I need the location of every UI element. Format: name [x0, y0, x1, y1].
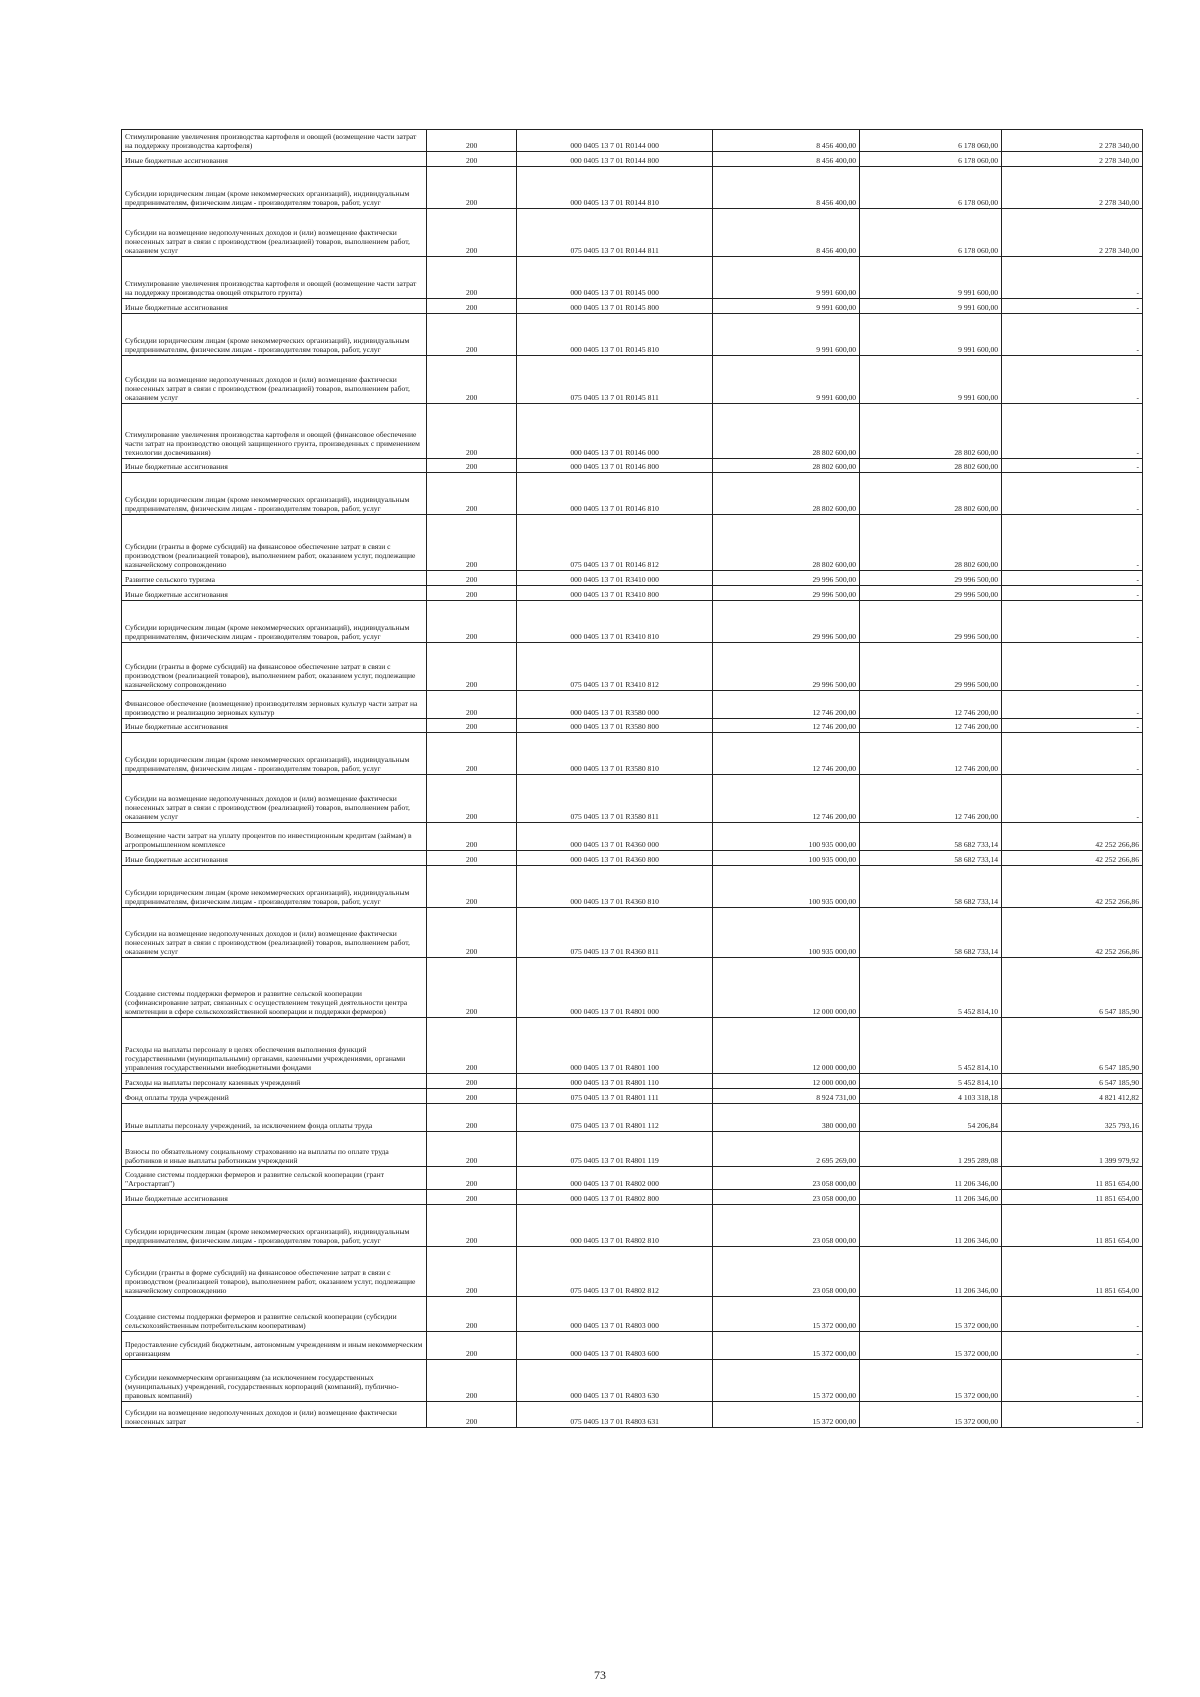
row-name: Создание системы поддержки фермеров и развитие сельской кооперации (софинансирование затрат, связанных с осуществлением текущей деятельности центра компетенции в сфере сельскохозяйственной кооперации и поддержки фермеров) [122, 958, 427, 1018]
row-remainder-amount: 6 547 185,90 [1002, 1018, 1143, 1074]
row-code: 200 [426, 719, 516, 733]
row-name: Субсидии на возмещение недополученных доходов и (или) возмещение фактически понесенных затрат в связи с производством (реализацией) товаров, выполнением работ, оказанием услуг [122, 775, 427, 823]
row-classifier: 000 0405 13 7 01 R3580 800 [517, 719, 713, 733]
row-code: 200 [426, 314, 516, 356]
row-code: 200 [426, 1167, 516, 1190]
row-classifier: 000 0405 13 7 01 R4360 810 [517, 866, 713, 908]
row-plan-amount: 8 924 731,00 [712, 1089, 859, 1104]
row-executed-amount: 15 372 000,00 [860, 1332, 1002, 1360]
row-executed-amount: 12 746 200,00 [860, 719, 1002, 733]
row-classifier: 075 0405 13 7 01 R4801 111 [517, 1089, 713, 1104]
row-classifier: 000 0405 13 7 01 R4802 810 [517, 1205, 713, 1247]
row-plan-amount: 12 000 000,00 [712, 1018, 859, 1074]
row-code: 200 [426, 209, 516, 257]
row-classifier: 000 0405 13 7 01 R0145 000 [517, 257, 713, 299]
row-name: Расходы на выплаты персоналу в целях обеспечения выполнения функций государственными (муниципальными) органами, казенными учреждениями, органами управления государственными внебюджетными фондами [122, 1018, 427, 1074]
row-executed-amount: 58 682 733,14 [860, 866, 1002, 908]
row-executed-amount: 11 206 346,00 [860, 1205, 1002, 1247]
table-row [122, 515, 1143, 571]
row-classifier: 075 0405 13 7 01 R4802 812 [517, 1247, 713, 1297]
row-code: 200 [426, 167, 516, 209]
table-row [122, 866, 1143, 908]
row-remainder-amount: - [1002, 356, 1143, 404]
row-code: 200 [426, 851, 516, 866]
row-code: 200 [426, 1104, 516, 1132]
row-code: 200 [426, 1297, 516, 1332]
table-row [122, 908, 1143, 958]
row-remainder-amount: - [1002, 1297, 1143, 1332]
row-name: Субсидии юридическим лицам (кроме некоммерческих организаций), индивидуальным предпринимателям, физическим лицам - производителям товаров, работ, услуг [122, 473, 427, 515]
row-executed-amount: 5 452 814,10 [860, 1018, 1002, 1074]
row-executed-amount: 58 682 733,14 [860, 823, 1002, 851]
table-row [122, 167, 1143, 209]
row-name: Взносы по обязательному социальному страхованию на выплаты по оплате труда работников и иные выплаты работникам учреждений [122, 1132, 427, 1167]
row-remainder-amount: 42 252 266,86 [1002, 908, 1143, 958]
row-plan-amount: 28 802 600,00 [712, 515, 859, 571]
row-plan-amount: 100 935 000,00 [712, 908, 859, 958]
row-remainder-amount: - [1002, 719, 1143, 733]
row-classifier: 000 0405 13 7 01 R4802 800 [517, 1190, 713, 1205]
table-row [122, 299, 1143, 314]
row-plan-amount: 8 456 400,00 [712, 209, 859, 257]
row-remainder-amount: 2 278 340,00 [1002, 167, 1143, 209]
row-plan-amount: 100 935 000,00 [712, 851, 859, 866]
row-executed-amount: 6 178 060,00 [860, 209, 1002, 257]
row-code: 200 [426, 1018, 516, 1074]
table-row [122, 1190, 1143, 1205]
table-row [122, 1247, 1143, 1297]
row-remainder-amount: 11 851 654,00 [1002, 1167, 1143, 1190]
row-name: Расходы на выплаты персоналу казенных учреждений [122, 1074, 427, 1089]
row-classifier: 000 0405 13 7 01 R3410 800 [517, 586, 713, 601]
row-code: 200 [426, 356, 516, 404]
table-row [122, 130, 1143, 152]
row-executed-amount: 5 452 814,10 [860, 1074, 1002, 1089]
row-plan-amount: 29 996 500,00 [712, 643, 859, 691]
row-code: 200 [426, 1332, 516, 1360]
row-code: 200 [426, 866, 516, 908]
row-remainder-amount: 42 252 266,86 [1002, 851, 1143, 866]
row-remainder-amount: 6 547 185,90 [1002, 1074, 1143, 1089]
table-row [122, 733, 1143, 775]
row-code: 200 [426, 775, 516, 823]
row-name: Субсидии (гранты в форме субсидий) на финансовое обеспечение затрат в связи с производством (реализацией товаров), выполнением работ, оказанием услуг, подлежащие казначейскому сопровождению [122, 1247, 427, 1297]
row-executed-amount: 29 996 500,00 [860, 643, 1002, 691]
row-classifier: 000 0405 13 7 01 R4801 100 [517, 1018, 713, 1074]
row-plan-amount: 15 372 000,00 [712, 1332, 859, 1360]
table-row [122, 1167, 1143, 1190]
table-row [122, 851, 1143, 866]
row-name: Субсидии юридическим лицам (кроме некоммерческих организаций), индивидуальным предпринимателям, физическим лицам - производителям товаров, работ, услуг [122, 733, 427, 775]
row-remainder-amount: 6 547 185,90 [1002, 958, 1143, 1018]
row-remainder-amount: 11 851 654,00 [1002, 1205, 1143, 1247]
row-name: Создание системы поддержки фермеров и развитие сельской кооперации (грант "Агростартап") [122, 1167, 427, 1190]
row-remainder-amount: 325 793,16 [1002, 1104, 1143, 1132]
row-classifier: 000 0405 13 7 01 R3410 000 [517, 571, 713, 586]
row-plan-amount: 9 991 600,00 [712, 356, 859, 404]
table-row [122, 1332, 1143, 1360]
row-classifier: 000 0405 13 7 01 R0144 000 [517, 130, 713, 152]
table-row [122, 601, 1143, 643]
row-remainder-amount: - [1002, 733, 1143, 775]
row-remainder-amount: 1 399 979,92 [1002, 1132, 1143, 1167]
row-executed-amount: 58 682 733,14 [860, 851, 1002, 866]
row-classifier: 000 0405 13 7 01 R4803 630 [517, 1360, 713, 1402]
row-classifier: 000 0405 13 7 01 R4360 000 [517, 823, 713, 851]
table-row [122, 152, 1143, 167]
row-name: Иные бюджетные ассигнования [122, 152, 427, 167]
row-remainder-amount: - [1002, 404, 1143, 459]
row-executed-amount: 29 996 500,00 [860, 601, 1002, 643]
row-classifier: 000 0405 13 7 01 R3580 810 [517, 733, 713, 775]
row-code: 200 [426, 908, 516, 958]
row-code: 200 [426, 1132, 516, 1167]
row-executed-amount: 11 206 346,00 [860, 1247, 1002, 1297]
row-plan-amount: 23 058 000,00 [712, 1167, 859, 1190]
row-executed-amount: 4 103 318,18 [860, 1089, 1002, 1104]
row-classifier: 000 0405 13 7 01 R0146 000 [517, 404, 713, 459]
row-executed-amount: 9 991 600,00 [860, 257, 1002, 299]
row-name: Субсидии юридическим лицам (кроме некоммерческих организаций), индивидуальным предпринимателям, физическим лицам - производителям товаров, работ, услуг [122, 866, 427, 908]
row-remainder-amount: - [1002, 775, 1143, 823]
row-code: 200 [426, 1402, 516, 1428]
row-name: Иные бюджетные ассигнования [122, 1190, 427, 1205]
row-classifier: 000 0405 13 7 01 R4360 800 [517, 851, 713, 866]
row-executed-amount: 54 206,84 [860, 1104, 1002, 1132]
row-plan-amount: 15 372 000,00 [712, 1360, 859, 1402]
row-plan-amount: 100 935 000,00 [712, 866, 859, 908]
row-code: 200 [426, 958, 516, 1018]
table-row [122, 1297, 1143, 1332]
row-executed-amount: 28 802 600,00 [860, 404, 1002, 459]
row-executed-amount: 6 178 060,00 [860, 130, 1002, 152]
row-classifier: 075 0405 13 7 01 R3410 812 [517, 643, 713, 691]
table-row [122, 643, 1143, 691]
row-code: 200 [426, 404, 516, 459]
row-plan-amount: 12 746 200,00 [712, 719, 859, 733]
row-executed-amount: 12 746 200,00 [860, 691, 1002, 719]
row-plan-amount: 15 372 000,00 [712, 1297, 859, 1332]
row-executed-amount: 11 206 346,00 [860, 1167, 1002, 1190]
row-name: Создание системы поддержки фермеров и развитие сельской кооперации (субсидии сельскохозяйственным потребительским кооперативам) [122, 1297, 427, 1332]
row-plan-amount: 9 991 600,00 [712, 257, 859, 299]
row-code: 200 [426, 1074, 516, 1089]
row-name: Фонд оплаты труда учреждений [122, 1089, 427, 1104]
row-executed-amount: 58 682 733,14 [860, 908, 1002, 958]
row-code: 200 [426, 601, 516, 643]
row-classifier: 000 0405 13 7 01 R3580 000 [517, 691, 713, 719]
table-row [122, 1360, 1143, 1402]
row-name: Субсидии юридическим лицам (кроме некоммерческих организаций), индивидуальным предпринимателям, физическим лицам - производителям товаров, работ, услуг [122, 1205, 427, 1247]
row-plan-amount: 12 746 200,00 [712, 733, 859, 775]
row-classifier: 000 0405 13 7 01 R0145 810 [517, 314, 713, 356]
row-code: 200 [426, 571, 516, 586]
row-executed-amount: 1 295 289,08 [860, 1132, 1002, 1167]
row-name: Иные бюджетные ассигнования [122, 586, 427, 601]
row-classifier: 075 0405 13 7 01 R0144 811 [517, 209, 713, 257]
row-remainder-amount: 2 278 340,00 [1002, 209, 1143, 257]
row-remainder-amount: - [1002, 257, 1143, 299]
table-row [122, 1104, 1143, 1132]
table-row [122, 958, 1143, 1018]
row-classifier: 000 0405 13 7 01 R3410 810 [517, 601, 713, 643]
row-classifier: 075 0405 13 7 01 R3580 811 [517, 775, 713, 823]
page-number: 73 [594, 1668, 606, 1682]
row-executed-amount: 9 991 600,00 [860, 299, 1002, 314]
row-classifier: 075 0405 13 7 01 R0146 812 [517, 515, 713, 571]
row-code: 200 [426, 1205, 516, 1247]
row-code: 200 [426, 515, 516, 571]
table-row [122, 1074, 1143, 1089]
row-classifier: 000 0405 13 7 01 R0146 800 [517, 459, 713, 473]
table-row [122, 571, 1143, 586]
row-remainder-amount: - [1002, 691, 1143, 719]
table-row [122, 356, 1143, 404]
row-name: Субсидии на возмещение недополученных доходов и (или) возмещение фактически понесенных затрат в связи с производством (реализацией) товаров, выполнением работ, оказанием услуг [122, 356, 427, 404]
table-row [122, 719, 1143, 733]
row-name: Субсидии на возмещение недополученных доходов и (или) возмещение фактически понесенных затрат в связи с производством (реализацией) товаров, выполнением работ, оказанием услуг [122, 908, 427, 958]
row-name: Возмещение части затрат на уплату процентов по инвестиционным кредитам (займам) в агропромышленном комплексе [122, 823, 427, 851]
row-plan-amount: 23 058 000,00 [712, 1205, 859, 1247]
row-remainder-amount: - [1002, 1360, 1143, 1402]
table-row [122, 1402, 1143, 1428]
row-executed-amount: 12 746 200,00 [860, 775, 1002, 823]
row-code: 200 [426, 1360, 516, 1402]
row-plan-amount: 380 000,00 [712, 1104, 859, 1132]
row-plan-amount: 23 058 000,00 [712, 1247, 859, 1297]
table-row [122, 314, 1143, 356]
row-name: Иные бюджетные ассигнования [122, 851, 427, 866]
row-plan-amount: 9 991 600,00 [712, 314, 859, 356]
row-classifier: 000 0405 13 7 01 R4802 000 [517, 1167, 713, 1190]
table-row [122, 1089, 1143, 1104]
row-classifier: 075 0405 13 7 01 R4360 811 [517, 908, 713, 958]
row-executed-amount: 6 178 060,00 [860, 152, 1002, 167]
row-remainder-amount: 2 278 340,00 [1002, 152, 1143, 167]
row-classifier: 075 0405 13 7 01 R4803 631 [517, 1402, 713, 1428]
row-executed-amount: 9 991 600,00 [860, 356, 1002, 404]
row-remainder-amount: - [1002, 1332, 1143, 1360]
table-body [122, 130, 1143, 1428]
row-code: 200 [426, 733, 516, 775]
row-executed-amount: 15 372 000,00 [860, 1360, 1002, 1402]
row-remainder-amount: 42 252 266,86 [1002, 866, 1143, 908]
row-classifier: 075 0405 13 7 01 R0145 811 [517, 356, 713, 404]
row-remainder-amount: - [1002, 515, 1143, 571]
table-row [122, 1018, 1143, 1074]
row-classifier: 000 0405 13 7 01 R4801 000 [517, 958, 713, 1018]
row-classifier: 000 0405 13 7 01 R0145 800 [517, 299, 713, 314]
row-executed-amount: 12 746 200,00 [860, 733, 1002, 775]
row-remainder-amount: - [1002, 299, 1143, 314]
row-code: 200 [426, 823, 516, 851]
table-row [122, 586, 1143, 601]
row-code: 200 [426, 1190, 516, 1205]
row-remainder-amount: - [1002, 473, 1143, 515]
row-classifier: 075 0405 13 7 01 R4801 119 [517, 1132, 713, 1167]
row-classifier: 000 0405 13 7 01 R0144 810 [517, 167, 713, 209]
row-classifier: 000 0405 13 7 01 R4803 000 [517, 1297, 713, 1332]
row-name: Стимулирование увеличения производства картофеля и овощей (возмещение части затрат на поддержку производства картофеля) [122, 130, 427, 152]
row-name: Иные бюджетные ассигнования [122, 299, 427, 314]
row-executed-amount: 15 372 000,00 [860, 1402, 1002, 1428]
row-name: Субсидии на возмещение недополученных доходов и (или) возмещение фактически понесенных затрат в связи с производством (реализацией) товаров, выполнением работ, оказанием услуг [122, 209, 427, 257]
row-name: Предоставление субсидий бюджетным, автономным учреждениям и иным некоммерческим организациям [122, 1332, 427, 1360]
row-plan-amount: 23 058 000,00 [712, 1190, 859, 1205]
table-row [122, 1132, 1143, 1167]
row-remainder-amount: 42 252 266,86 [1002, 823, 1143, 851]
row-code: 200 [426, 130, 516, 152]
row-code: 200 [426, 691, 516, 719]
table-row [122, 1205, 1143, 1247]
row-plan-amount: 100 935 000,00 [712, 823, 859, 851]
row-code: 200 [426, 152, 516, 167]
row-remainder-amount: - [1002, 571, 1143, 586]
row-code: 200 [426, 1247, 516, 1297]
row-remainder-amount: - [1002, 601, 1143, 643]
row-plan-amount: 29 996 500,00 [712, 601, 859, 643]
row-name: Субсидии (гранты в форме субсидий) на финансовое обеспечение затрат в связи с производством (реализацией товаров), выполнением работ, оказанием услуг, подлежащие казначейскому сопровождению [122, 643, 427, 691]
row-executed-amount: 29 996 500,00 [860, 571, 1002, 586]
row-plan-amount: 8 456 400,00 [712, 152, 859, 167]
row-classifier: 075 0405 13 7 01 R4801 112 [517, 1104, 713, 1132]
row-classifier: 000 0405 13 7 01 R0144 800 [517, 152, 713, 167]
row-name: Иные выплаты персоналу учреждений, за исключением фонда оплаты труда [122, 1104, 427, 1132]
row-remainder-amount: 4 821 412,82 [1002, 1089, 1143, 1104]
row-plan-amount: 9 991 600,00 [712, 299, 859, 314]
row-name: Субсидии на возмещение недополученных доходов и (или) возмещение фактически понесенных затрат [122, 1402, 427, 1428]
row-executed-amount: 11 206 346,00 [860, 1190, 1002, 1205]
row-classifier: 000 0405 13 7 01 R4803 600 [517, 1332, 713, 1360]
row-name: Субсидии юридическим лицам (кроме некоммерческих организаций), индивидуальным предпринимателям, физическим лицам - производителям товаров, работ, услуг [122, 167, 427, 209]
row-executed-amount: 9 991 600,00 [860, 314, 1002, 356]
row-executed-amount: 5 452 814,10 [860, 958, 1002, 1018]
row-executed-amount: 28 802 600,00 [860, 515, 1002, 571]
row-name: Иные бюджетные ассигнования [122, 719, 427, 733]
row-remainder-amount: - [1002, 643, 1143, 691]
row-code: 200 [426, 586, 516, 601]
row-executed-amount: 15 372 000,00 [860, 1297, 1002, 1332]
row-code: 200 [426, 299, 516, 314]
table-row [122, 823, 1143, 851]
row-classifier: 000 0405 13 7 01 R0146 810 [517, 473, 713, 515]
row-plan-amount: 29 996 500,00 [712, 586, 859, 601]
row-code: 200 [426, 257, 516, 299]
table-row [122, 209, 1143, 257]
row-plan-amount: 29 996 500,00 [712, 571, 859, 586]
row-classifier: 000 0405 13 7 01 R4801 110 [517, 1074, 713, 1089]
row-name: Иные бюджетные ассигнования [122, 459, 427, 473]
row-name: Субсидии юридическим лицам (кроме некоммерческих организаций), индивидуальным предпринимателям, физическим лицам - производителям товаров, работ, услуг [122, 601, 427, 643]
row-remainder-amount: 2 278 340,00 [1002, 130, 1143, 152]
row-plan-amount: 8 456 400,00 [712, 130, 859, 152]
row-executed-amount: 29 996 500,00 [860, 586, 1002, 601]
row-plan-amount: 12 746 200,00 [712, 691, 859, 719]
row-name: Субсидии (гранты в форме субсидий) на финансовое обеспечение затрат в связи с производством (реализацией товаров), выполнением работ, оказанием услуг, подлежащие казначейскому сопровождению [122, 515, 427, 571]
row-plan-amount: 2 695 269,00 [712, 1132, 859, 1167]
row-plan-amount: 28 802 600,00 [712, 473, 859, 515]
row-remainder-amount: - [1002, 459, 1143, 473]
row-name: Развитие сельского туризма [122, 571, 427, 586]
table-row [122, 775, 1143, 823]
row-code: 200 [426, 459, 516, 473]
row-plan-amount: 28 802 600,00 [712, 459, 859, 473]
row-executed-amount: 28 802 600,00 [860, 459, 1002, 473]
budget-execution-table [121, 129, 1143, 1428]
table-row [122, 473, 1143, 515]
table-row [122, 404, 1143, 459]
row-executed-amount: 6 178 060,00 [860, 167, 1002, 209]
row-name: Субсидии некоммерческим организациям (за исключением государственных (муниципальных) учреждений, государственных корпораций (компаний), публично-правовых компаний) [122, 1360, 427, 1402]
row-remainder-amount: - [1002, 586, 1143, 601]
row-remainder-amount: - [1002, 314, 1143, 356]
row-plan-amount: 12 000 000,00 [712, 958, 859, 1018]
row-plan-amount: 28 802 600,00 [712, 404, 859, 459]
row-remainder-amount: - [1002, 1402, 1143, 1428]
row-remainder-amount: 11 851 654,00 [1002, 1190, 1143, 1205]
row-plan-amount: 15 372 000,00 [712, 1402, 859, 1428]
row-name: Стимулирование увеличения производства картофеля и овощей (финансовое обеспечение части затрат на производство овощей защищенного грунта, произведенных с применением технологии досвечивания) [122, 404, 427, 459]
table-row [122, 257, 1143, 299]
row-code: 200 [426, 643, 516, 691]
row-code: 200 [426, 473, 516, 515]
row-name: Стимулирование увеличения производства картофеля и овощей (возмещение части затрат на поддержку производства овощей открытого грунта) [122, 257, 427, 299]
row-executed-amount: 28 802 600,00 [860, 473, 1002, 515]
row-code: 200 [426, 1089, 516, 1104]
row-plan-amount: 8 456 400,00 [712, 167, 859, 209]
table-row [122, 691, 1143, 719]
row-plan-amount: 12 000 000,00 [712, 1074, 859, 1089]
row-plan-amount: 12 746 200,00 [712, 775, 859, 823]
row-name: Финансовое обеспечение (возмещение) производителям зерновых культур части затрат на производство и реализацию зерновых культур [122, 691, 427, 719]
row-remainder-amount: 11 851 654,00 [1002, 1247, 1143, 1297]
table-row [122, 459, 1143, 473]
row-name: Субсидии юридическим лицам (кроме некоммерческих организаций), индивидуальным предпринимателям, физическим лицам - производителям товаров, работ, услуг [122, 314, 427, 356]
